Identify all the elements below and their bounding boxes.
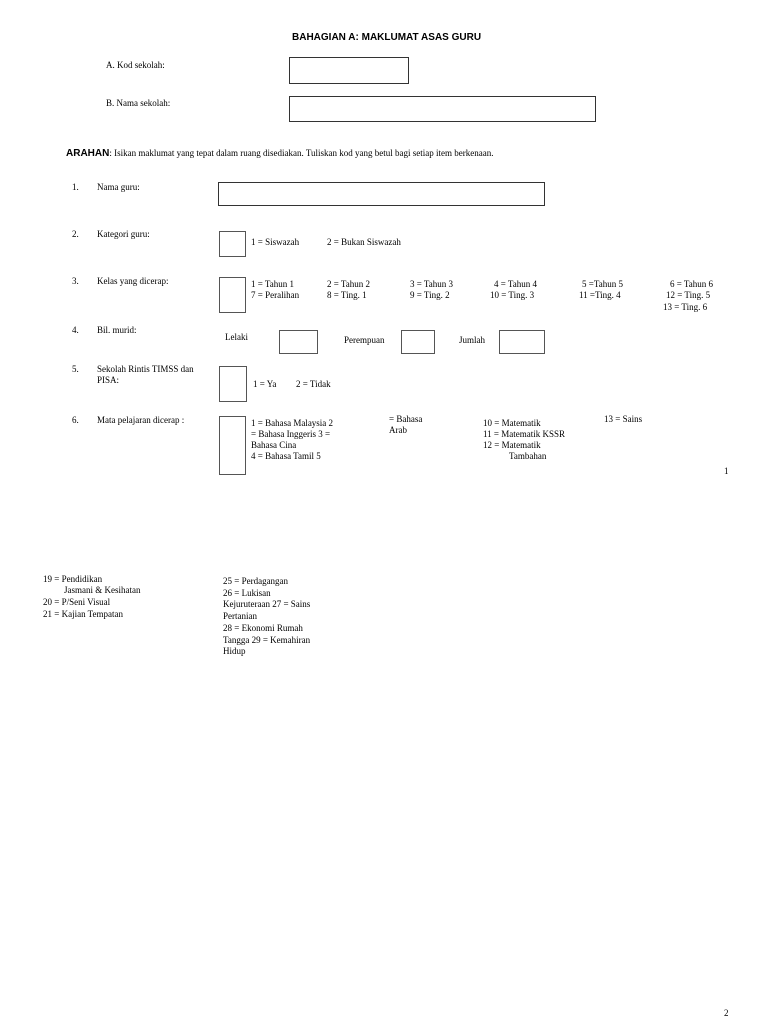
subject-option: 19 = Pendidikan [43, 574, 103, 584]
subject-option: 10 = Matematik [483, 418, 541, 428]
subject-option: Bahasa Cina [251, 440, 297, 450]
subject-option: 4 = Bahasa Tamil 5 [251, 451, 321, 461]
kelas-option: 10 = Ting. 3 [490, 290, 535, 300]
rintis-option-2: 2 = Tidak [296, 379, 331, 389]
subject-option: Kejuruteraan 27 = Sains [223, 599, 311, 609]
kelas-option: 2 = Tahun 2 [327, 279, 371, 289]
mata-pelajaran-label: Mata pelajaran dicerap : [97, 415, 185, 425]
item-number-1: 1. [72, 182, 79, 192]
subject-option: 26 = Lukisan [223, 588, 271, 598]
kelas-option: 5 =Tahun 5 [582, 279, 623, 289]
kelas-option: 13 = Ting. 6 [663, 302, 708, 312]
subject-option: 21 = Kajian Tempatan [43, 609, 124, 619]
jumlah-field[interactable] [499, 330, 545, 354]
lelaki-label: Lelaki [225, 332, 248, 342]
kod-sekolah-field[interactable] [289, 57, 409, 84]
kelas-dicerap-field[interactable] [219, 277, 246, 313]
kelas-option: 1 = Tahun 1 [251, 279, 295, 289]
nama-sekolah-field[interactable] [289, 96, 596, 122]
mata-pelajaran-field[interactable] [219, 416, 246, 475]
jumlah-label: Jumlah [459, 335, 485, 345]
kelas-option: 4 = Tahun 4 [494, 279, 538, 289]
kelas-option: 6 = Tahun 6 [670, 279, 714, 289]
subject-option: 1 = Bahasa Malaysia 2 [251, 418, 334, 428]
subject-option: 28 = Ekonomi Rumah [223, 623, 303, 633]
nama-sekolah-label: B. Nama sekolah: [106, 98, 171, 108]
page-number: 2 [724, 1008, 729, 1018]
kelas-dicerap-label: Kelas yang dicerap: [97, 276, 169, 286]
kategori-guru-field[interactable] [219, 231, 246, 257]
bil-murid-label: Bil. murid: [97, 325, 137, 335]
page-number: 1 [724, 466, 729, 476]
perempuan-field[interactable] [401, 330, 435, 354]
kelas-option: 9 = Ting. 2 [410, 290, 450, 300]
subject-option: Jasmani & Kesihatan [64, 585, 141, 595]
kategori-guru-label: Kategori guru: [97, 229, 150, 239]
lelaki-field[interactable] [279, 330, 318, 354]
subject-option: 12 = Matematik [483, 440, 541, 450]
kelas-option: 8 = Ting. 1 [327, 290, 367, 300]
kelas-option: 11 =Ting. 4 [579, 290, 621, 300]
subject-option: Pertanian [223, 611, 257, 621]
sekolah-rintis-label: Sekolah Rintis TIMSS dan PISA: [97, 364, 194, 385]
subject-option: 11 = Matematik KSSR [483, 429, 565, 439]
instructions-label: ARAHAN [66, 148, 110, 159]
subject-option: 20 = P/Seni Visual [43, 597, 111, 607]
subject-option: Hidup [223, 646, 246, 656]
instructions [66, 148, 494, 159]
nama-guru-field[interactable] [218, 182, 545, 206]
item-number-3: 3. [72, 276, 79, 286]
kelas-option: 7 = Peralihan [251, 290, 300, 300]
subject-option: Tambahan [509, 451, 547, 461]
item-number-4: 4. [72, 325, 79, 335]
subject-option: 25 = Perdagangan [223, 576, 289, 586]
item-number-5: 5. [72, 364, 79, 374]
item-number-6: 6. [72, 415, 79, 425]
subject-option: 13 = Sains [604, 414, 643, 424]
kategori-option-1: 1 = Siswazah [251, 237, 300, 247]
section-title: BAHAGIAN A: MAKLUMAT ASAS GURU [292, 32, 482, 43]
kod-sekolah-label: A. Kod sekolah: [106, 60, 165, 70]
kelas-option: 12 = Ting. 5 [666, 290, 711, 300]
instructions-text: : Isikan maklumat yang tepat dalam ruang disediakan. Tuliskan kod yang betul bagi setiap item berkenaan. [109, 148, 494, 158]
subject-option: = Bahasa Inggeris 3 = [251, 429, 331, 439]
subject-option: = Bahasa [389, 414, 423, 424]
rintis-option-1: 1 = Ya [253, 379, 277, 389]
subject-option: Arab [389, 425, 407, 435]
sekolah-rintis-field[interactable] [219, 366, 247, 402]
perempuan-label: Perempuan [344, 335, 385, 345]
subject-option: Tangga 29 = Kemahiran [223, 635, 311, 645]
kelas-option: 3 = Tahun 3 [410, 279, 454, 289]
item-number-2: 2. [72, 229, 79, 239]
nama-guru-label: Nama guru: [97, 182, 140, 192]
kategori-option-2: 2 = Bukan Siswazah [327, 237, 401, 247]
